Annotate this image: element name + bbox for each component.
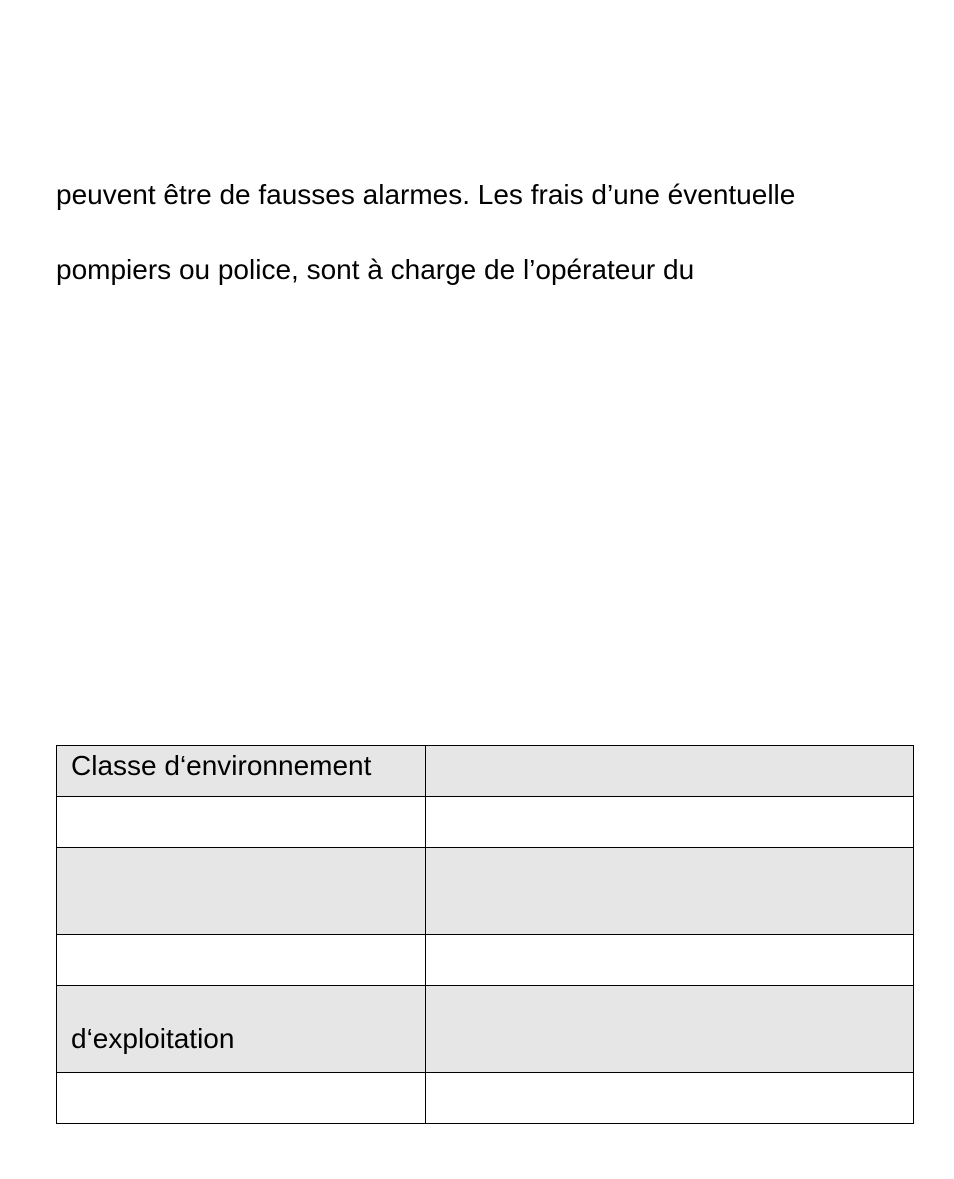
paragraph-line: pompiers ou police, sont à charge de l’opérateur du [56,254,695,285]
table-cell-value [426,935,914,986]
cell-text [440,797,899,803]
table-cell-label [57,797,426,848]
specification-table [56,745,914,1124]
table-row [57,935,914,986]
cell-text [71,935,411,941]
table-row [57,746,914,797]
cell-text: d‘exploitation [71,1023,235,1054]
table-cell-label [57,848,426,935]
cell-text [440,848,899,854]
table-row [57,848,914,935]
cell-text [440,1073,899,1079]
table-cell-value [426,746,914,797]
table-cell-label [57,935,426,986]
table-cell-label [57,746,426,797]
cell-text [440,935,899,941]
table-row [57,1073,914,1124]
table-cell-value [426,986,914,1073]
table-cell-label [57,1073,426,1124]
table-cell-value [426,848,914,935]
cell-text [71,1073,411,1079]
table-cell-value [426,1073,914,1124]
cell-text: Classe d‘environnement [71,750,372,781]
cell-text [440,986,899,1025]
table-cell-value [426,797,914,848]
table-cell-label [57,986,426,1073]
table-row [57,797,914,848]
cell-text [71,797,411,803]
cell-text [440,746,899,752]
table-row [57,986,914,1073]
paragraph-line: peuvent être de fausses alarmes. Les frais d’une éventuelle [56,179,796,210]
cell-text [71,848,411,854]
